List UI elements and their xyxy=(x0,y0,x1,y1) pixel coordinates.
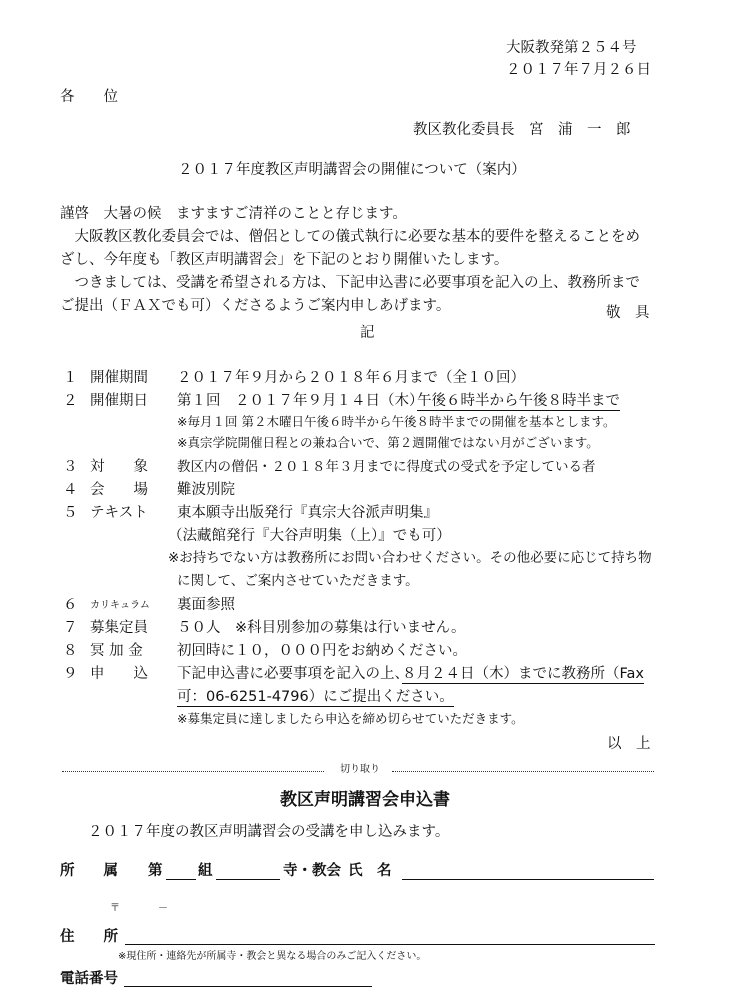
item-text-underlined: 午後６時半から午後８時半まで xyxy=(417,393,620,409)
item-text: 難波別院 xyxy=(177,482,235,498)
paragraph-line: ざし、今年度も「教区声明講習会」を下記のとおり開催いたします。 xyxy=(60,252,509,268)
item-label: 申 込 xyxy=(90,666,148,682)
item-label: 冥 加 金 xyxy=(90,643,143,659)
doc-number: 大阪教発第２５４号 xyxy=(506,40,637,56)
paragraph-line: ご提出（ＦＡＸでも可）くださるようご案内申しあげます。 xyxy=(60,298,451,314)
item-number: ５ xyxy=(63,505,78,521)
cut-line-right xyxy=(392,771,654,772)
item-label: 会 場 xyxy=(90,482,148,498)
closing-keigu: 敬 具 xyxy=(606,305,650,321)
address-note: ※現住所・連絡先が所属寺・教会と異なる場合のみご記入ください。 xyxy=(118,951,427,962)
affiliation-label: 所 属 xyxy=(60,863,118,879)
item-note: ※真宗学院開催日程との兼ね合いで、第２週開催ではない月がございます。 xyxy=(177,435,599,450)
item-number: ７ xyxy=(63,620,78,636)
item-label: カリキュラム xyxy=(90,600,150,611)
item-label: 開催期間 xyxy=(90,370,148,386)
item-text-underlined: ８月２４日（木）までに教務所（Fax xyxy=(402,666,644,682)
item-note: に関して、ご案内させていただきます。 xyxy=(177,573,419,589)
kumi-label: 組 xyxy=(198,863,213,879)
phone-field[interactable] xyxy=(124,986,372,987)
item-text: 東本願寺出版発行『真宗大谷派声明集』 xyxy=(177,505,438,521)
dai-label: 第 xyxy=(148,863,163,879)
item-number: ９ xyxy=(63,666,78,682)
address-field[interactable] xyxy=(125,944,655,945)
address-label: 住 所 xyxy=(60,929,118,945)
sender: 教区教化委員長 宮 浦 一 郎 xyxy=(413,122,631,138)
item-text: 第１回 ２０１７年９月１４日（木） xyxy=(177,393,424,409)
district-number-field[interactable] xyxy=(166,879,196,880)
phone-label: 電話番号 xyxy=(60,971,118,987)
doc-date: ２０１７年７月２６日 xyxy=(506,62,651,78)
item-text: 下記申込書に必要事項を記入の上、 xyxy=(177,666,409,682)
item-text: ２０１７年９月から２０１８年６月まで（全１０回） xyxy=(177,370,525,386)
ki-heading: 記 xyxy=(360,325,375,341)
item-number: ３ xyxy=(63,459,78,475)
addressee: 各 位 xyxy=(60,89,118,105)
cut-line-left xyxy=(62,771,324,772)
item-label: テキスト xyxy=(90,505,148,521)
item-number: １ xyxy=(63,370,78,386)
item-text: 裏面参照 xyxy=(177,597,235,613)
paragraph-line: つきましては、受講を希望される方は、下記申込書に必要事項を記入の上、教務所まで xyxy=(60,275,640,291)
item-number: ８ xyxy=(63,643,78,659)
item-text: ５０人 ※科目別参加の募集は行いません。 xyxy=(177,620,466,636)
item-note: ※募集定員に達しましたら申込を締め切らせていただきます。 xyxy=(177,711,524,726)
name-field[interactable] xyxy=(402,879,654,880)
item-note: ※お持ちでない方は教務所にお問い合わせください。その他必要に応じて持ち物 xyxy=(168,550,652,566)
greeting: 謹啓 大暑の候 ますますご清祥のことと存じます。 xyxy=(60,206,407,222)
page-title: ２０１７年度教区声明講習会の開催について（案内） xyxy=(178,162,526,178)
item-text: 初回時に１０，０００円をお納めください。 xyxy=(177,643,467,659)
item-number: ２ xyxy=(63,393,78,409)
item-text: 教区内の僧侶・２０１８年３月までに得度式の受式を予定している者 xyxy=(177,459,596,475)
item-number: ６ xyxy=(63,597,78,613)
paragraph-line: 大阪教区教化委員会では、僧侶としての儀式執行に必要な基本的要件を整えることをめ xyxy=(60,229,640,245)
item-label: 募集定員 xyxy=(90,620,148,636)
item-note: ※毎月１回 第２木曜日午後６時半から午後８時半までの開催を基本とします。 xyxy=(177,414,616,429)
name-label: 氏 名 xyxy=(348,863,392,879)
item-label: 開催期日 xyxy=(90,393,148,409)
postal-dash: － xyxy=(158,903,168,914)
item-text: （法藏館発行『大谷声明集（上）』でも可） xyxy=(168,528,451,544)
cut-label: 切り取り xyxy=(340,764,380,775)
closing-ijou: 以 上 xyxy=(607,736,651,752)
item-number: ４ xyxy=(63,482,78,498)
postal-mark: 〒 xyxy=(110,903,120,914)
form-title: 教区声明講習会申込書 xyxy=(280,790,450,810)
form-intro: ２０１７年度の教区声明講習会の受講を申し込みます。 xyxy=(88,824,450,840)
temple-label: 寺・教会 xyxy=(283,863,341,879)
item-text-underlined: 可：06-6251-4796）にご提出ください。 xyxy=(177,689,454,705)
temple-name-field[interactable] xyxy=(216,879,280,880)
item-label: 対 象 xyxy=(90,459,148,475)
